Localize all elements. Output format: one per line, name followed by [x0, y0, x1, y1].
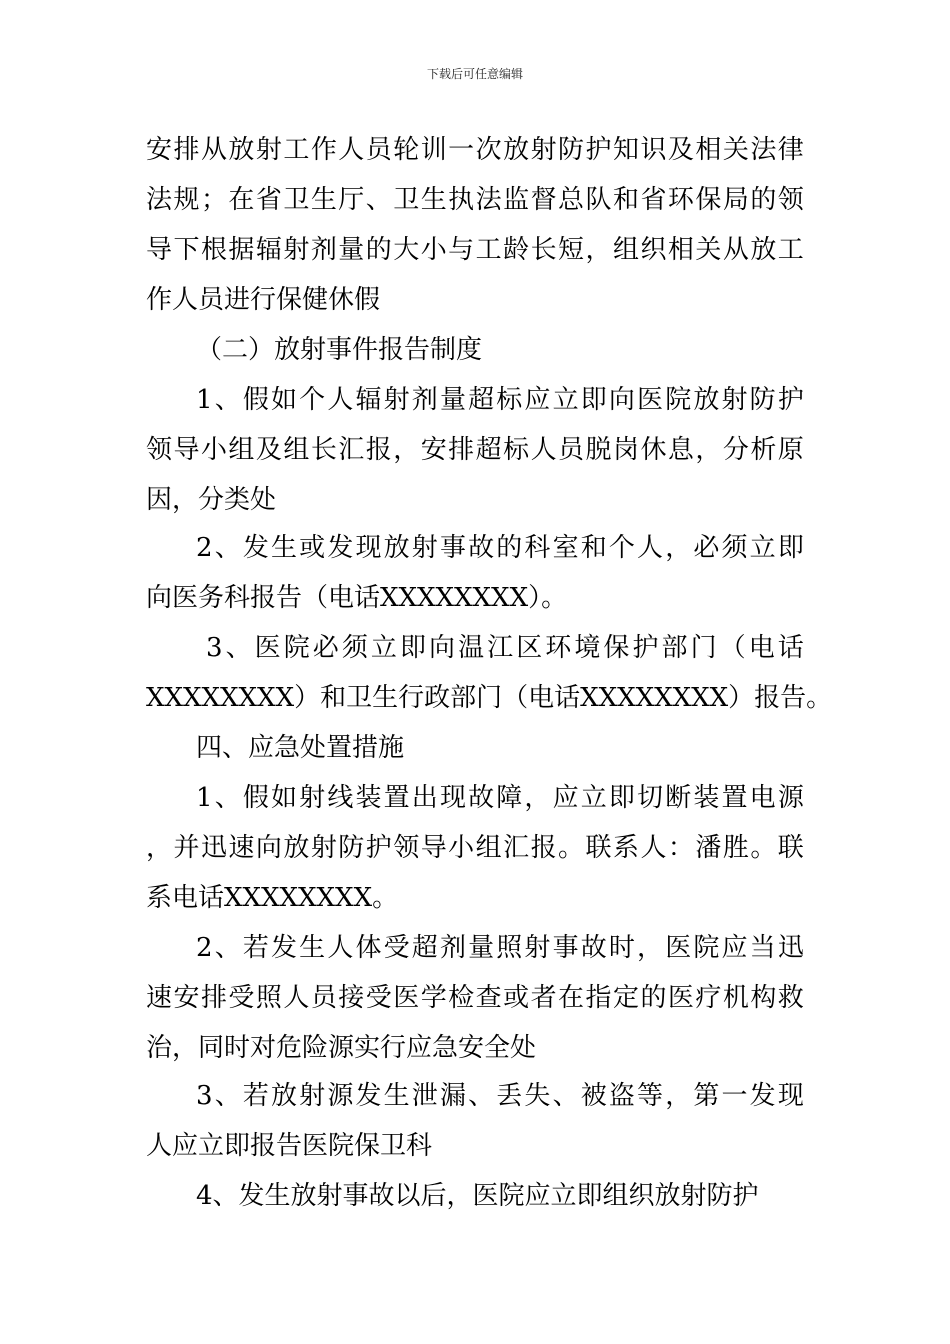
text-line: 因，分类处	[146, 485, 277, 515]
text-glyph: 督	[530, 185, 557, 215]
text-glyph: 生	[310, 185, 337, 215]
text-glyph: 切	[637, 783, 664, 813]
text-glyph: 人	[338, 135, 365, 165]
text-glyph: 射	[299, 783, 326, 813]
text-glyph: 执	[448, 185, 475, 215]
text-line	[146, 980, 804, 1016]
text-line: 系电话XXXXXXXX。	[146, 883, 399, 913]
text-glyph: 假	[242, 783, 269, 813]
text-glyph: 定	[612, 983, 639, 1013]
text-glyph: 的	[496, 533, 523, 563]
text-glyph: 和	[612, 185, 639, 215]
text-line: 治，同时对危险源实行应急安全处	[146, 1033, 537, 1063]
text-glyph: 障	[496, 783, 523, 813]
text-glyph: 总	[558, 185, 585, 215]
text-glyph: 如	[271, 385, 298, 415]
text-glyph: 放	[228, 135, 255, 165]
text-glyph: 导	[420, 833, 447, 863]
text-glyph: 系	[612, 833, 639, 863]
text-glyph: 导	[146, 235, 173, 265]
text-glyph: 向	[255, 833, 282, 863]
text-glyph: 组	[612, 235, 639, 265]
text-line: 四、应急处置措施	[196, 733, 405, 763]
text-glyph: 从	[200, 135, 227, 165]
text-glyph: 盗	[608, 1081, 635, 1111]
text-line: （二）放射事件报告制度	[196, 335, 483, 365]
text-glyph: 超	[411, 933, 438, 963]
text-line	[146, 232, 804, 268]
text-glyph: 发	[271, 933, 298, 963]
text-line	[196, 382, 804, 418]
text-glyph: 人	[637, 533, 664, 563]
text-glyph: 学	[420, 983, 447, 1013]
text-glyph: 量	[439, 385, 466, 415]
text-glyph: 被	[580, 1081, 607, 1111]
text-line	[146, 830, 804, 866]
text-glyph: 排	[448, 435, 475, 465]
text-glyph: 现	[355, 533, 382, 563]
text-glyph: 等	[637, 1081, 664, 1111]
text-glyph: 医	[637, 385, 664, 415]
text-glyph: 、	[552, 1081, 579, 1111]
text-glyph: 的	[640, 983, 667, 1013]
text-glyph: 装	[693, 783, 720, 813]
text-glyph: 卫	[283, 185, 310, 215]
text-glyph: 接	[338, 983, 365, 1013]
text-glyph: 查	[475, 983, 502, 1013]
text-glyph: 超	[475, 435, 502, 465]
text-glyph: 立	[552, 385, 579, 415]
text-glyph: 下	[173, 235, 200, 265]
text-glyph: 员	[365, 135, 392, 165]
text-glyph: 若	[242, 933, 269, 963]
text-glyph: 1	[196, 385, 213, 415]
text-glyph: 和	[580, 533, 607, 563]
text-glyph: 即	[580, 385, 607, 415]
text-glyph: 应	[721, 933, 748, 963]
text-line: 作人员进行保健休假	[146, 285, 381, 315]
text-glyph: ，	[637, 933, 664, 963]
text-glyph: 即	[399, 633, 426, 663]
text-glyph: 立	[370, 633, 397, 663]
text-glyph: 原	[777, 435, 804, 465]
text-glyph: 江	[487, 633, 514, 663]
text-glyph: 休	[640, 435, 667, 465]
text-glyph: 发	[242, 533, 269, 563]
text-glyph: 丢	[496, 1081, 523, 1111]
text-glyph: 标	[503, 435, 530, 465]
text-glyph: 规	[173, 185, 200, 215]
text-glyph: 人	[283, 983, 310, 1013]
text-glyph: 射	[721, 385, 748, 415]
text-glyph: 生	[383, 1081, 410, 1111]
text-glyph: ，	[585, 235, 612, 265]
text-glyph: 组	[228, 435, 255, 465]
text-glyph: 射	[383, 385, 410, 415]
text-glyph: 法	[146, 185, 173, 215]
text-glyph: 脱	[585, 435, 612, 465]
text-glyph: 应	[524, 385, 551, 415]
text-glyph: 速	[146, 983, 173, 1013]
text-glyph: 量	[468, 933, 495, 963]
text-glyph: 院	[665, 385, 692, 415]
text-glyph: 装	[355, 783, 382, 813]
text-glyph: 即	[777, 533, 804, 563]
text-glyph: 排	[173, 135, 200, 165]
text-glyph: 如	[271, 783, 298, 813]
text-glyph: 生	[271, 533, 298, 563]
text-glyph: 或	[503, 983, 530, 1013]
text-glyph: 放	[750, 235, 777, 265]
text-glyph: 训	[420, 135, 447, 165]
text-glyph: 射	[310, 833, 337, 863]
text-glyph: 及	[255, 435, 282, 465]
text-glyph: 温	[458, 633, 485, 663]
text-glyph: 一	[448, 135, 475, 165]
text-glyph: 院	[693, 933, 720, 963]
text-glyph: 立	[749, 533, 776, 563]
text-glyph: 、	[214, 385, 241, 415]
text-glyph: 报	[365, 435, 392, 465]
text-glyph: 即	[608, 783, 635, 813]
text-glyph: 3	[206, 633, 223, 663]
text-glyph: 、	[214, 783, 241, 813]
text-glyph: 、	[365, 185, 392, 215]
text-glyph: 源	[777, 783, 804, 813]
text-glyph: 区	[516, 633, 543, 663]
text-glyph: 导	[173, 435, 200, 465]
text-glyph: 剂	[439, 933, 466, 963]
text-line	[196, 930, 804, 966]
text-glyph: 析	[750, 435, 777, 465]
text-glyph: 个	[608, 533, 635, 563]
text-glyph: 岗	[612, 435, 639, 465]
text-glyph: 照	[496, 933, 523, 963]
text-glyph: 指	[585, 983, 612, 1013]
text-glyph: （	[719, 633, 746, 663]
text-glyph: 人	[530, 435, 557, 465]
text-line	[146, 132, 804, 168]
text-glyph: 电	[748, 633, 775, 663]
text-glyph: 环	[667, 185, 694, 215]
text-glyph: 知	[612, 135, 639, 165]
text-glyph: 排	[200, 983, 227, 1013]
text-glyph: 射	[283, 235, 310, 265]
text-glyph: 工	[283, 135, 310, 165]
text-glyph: 剂	[411, 385, 438, 415]
text-glyph: 射	[524, 933, 551, 963]
text-glyph: 发	[327, 533, 354, 563]
text-glyph: 组	[475, 833, 502, 863]
text-glyph: 置	[383, 783, 410, 813]
text-glyph: 救	[777, 983, 804, 1013]
text-glyph: 生	[420, 185, 447, 215]
text-line: 人应立即报告医院保卫科	[146, 1131, 433, 1161]
text-glyph: 须	[341, 633, 368, 663]
text-glyph: 射	[299, 1081, 326, 1111]
text-glyph: 检	[448, 983, 475, 1013]
text-glyph: 当	[749, 933, 776, 963]
text-glyph: 、	[468, 1081, 495, 1111]
text-glyph: 门	[690, 633, 717, 663]
text-glyph: 故	[468, 783, 495, 813]
text-glyph: 的	[750, 185, 777, 215]
text-glyph: 者	[530, 983, 557, 1013]
text-glyph: 必	[693, 533, 720, 563]
text-glyph: 法	[750, 135, 777, 165]
text-glyph: 律	[777, 135, 804, 165]
text-glyph: ，	[146, 833, 173, 863]
text-glyph: 现	[777, 1081, 804, 1111]
text-glyph: 放	[693, 385, 720, 415]
text-glyph: 工	[475, 235, 502, 265]
text-glyph: ：	[667, 833, 694, 863]
text-glyph: 失	[524, 1081, 551, 1111]
text-glyph: ，	[524, 783, 551, 813]
text-line	[146, 182, 804, 218]
text-line: XXXXXXXX）和卫生行政部门（电话XXXXXXXX）报告。	[146, 683, 833, 713]
text-glyph: 、	[214, 1081, 241, 1111]
text-line: 向医务科报告（电话XXXXXXXX）。	[146, 583, 568, 613]
text-glyph: 照	[255, 983, 282, 1013]
text-glyph: 必	[312, 633, 339, 663]
text-glyph: 放	[383, 533, 410, 563]
text-glyph: 话	[777, 633, 804, 663]
text-glyph: 护	[632, 633, 659, 663]
text-glyph: 安	[173, 983, 200, 1013]
text-glyph: 部	[661, 633, 688, 663]
text-glyph: 省	[255, 185, 282, 215]
text-glyph: 领	[146, 435, 173, 465]
text-glyph: 护	[777, 385, 804, 415]
text-glyph: 防	[558, 135, 585, 165]
text-glyph: 置	[721, 783, 748, 813]
text-glyph: 与	[448, 235, 475, 265]
text-glyph: 室	[552, 533, 579, 563]
text-glyph: 护	[365, 833, 392, 863]
text-glyph: 断	[665, 783, 692, 813]
text-glyph: 现	[439, 783, 466, 813]
text-glyph: 织	[640, 235, 667, 265]
text-glyph: 辐	[355, 385, 382, 415]
text-glyph: 第	[693, 1081, 720, 1111]
text-glyph: 领	[777, 185, 804, 215]
text-glyph: ；	[200, 185, 227, 215]
text-glyph: 据	[228, 235, 255, 265]
text-glyph: 医	[254, 633, 281, 663]
text-glyph: 电	[749, 783, 776, 813]
text-glyph: 汇	[338, 435, 365, 465]
text-line	[206, 630, 804, 666]
text-glyph: 关	[722, 135, 749, 165]
text-line	[196, 530, 804, 566]
text-glyph: 相	[667, 235, 694, 265]
text-glyph: ，	[665, 1081, 692, 1111]
text-glyph: 构	[750, 983, 777, 1013]
text-glyph: 员	[558, 435, 585, 465]
text-glyph: 出	[411, 783, 438, 813]
text-glyph: 短	[558, 235, 585, 265]
text-glyph: 假	[242, 385, 269, 415]
text-glyph: 医	[667, 983, 694, 1013]
text-glyph: 根	[200, 235, 227, 265]
text-glyph: 局	[722, 185, 749, 215]
text-glyph: 剂	[310, 235, 337, 265]
text-glyph: 或	[299, 533, 326, 563]
text-glyph: 环	[545, 633, 572, 663]
text-glyph: ，	[393, 435, 420, 465]
text-glyph: 放	[503, 135, 530, 165]
text-glyph: 关	[695, 235, 722, 265]
text-glyph: 省	[640, 185, 667, 215]
text-glyph: 、	[214, 533, 241, 563]
text-glyph: 泄	[411, 1081, 438, 1111]
text-glyph: 2	[196, 533, 213, 563]
text-glyph: 并	[173, 833, 200, 863]
text-glyph: 的	[365, 235, 392, 265]
text-glyph: 联	[777, 833, 804, 863]
text-glyph: 若	[242, 1081, 269, 1111]
text-glyph: 胜	[722, 833, 749, 863]
text-line	[146, 432, 804, 468]
page-header: 下载后可任意编辑	[426, 67, 523, 81]
text-glyph: 源	[327, 1081, 354, 1111]
text-glyph: 联	[585, 833, 612, 863]
text-glyph: 龄	[503, 235, 530, 265]
text-glyph: 漏	[439, 1081, 466, 1111]
text-glyph: 辐	[255, 235, 282, 265]
text-glyph: 事	[552, 933, 579, 963]
text-glyph: 体	[355, 933, 382, 963]
text-glyph: 大	[393, 235, 420, 265]
text-glyph: 放	[283, 833, 310, 863]
text-glyph: 分	[722, 435, 749, 465]
text-glyph: 、	[225, 633, 252, 663]
text-glyph: 卫	[393, 185, 420, 215]
text-glyph: 应	[552, 783, 579, 813]
text-glyph: 线	[327, 783, 354, 813]
text-glyph: 组	[283, 435, 310, 465]
text-glyph: 息	[667, 435, 694, 465]
text-glyph: 作	[310, 135, 337, 165]
text-glyph: 超	[468, 385, 495, 415]
text-glyph: 护	[585, 135, 612, 165]
text-glyph: 工	[777, 235, 804, 265]
text-glyph: 机	[722, 983, 749, 1013]
text-line	[196, 1078, 804, 1114]
text-glyph: 事	[439, 533, 466, 563]
text-glyph: 保	[695, 185, 722, 215]
text-line	[196, 780, 804, 816]
text-glyph: 故	[580, 933, 607, 963]
text-glyph: ，	[695, 435, 722, 465]
text-glyph: 生	[299, 933, 326, 963]
text-glyph: 监	[503, 185, 530, 215]
text-glyph: 受	[228, 983, 255, 1013]
text-glyph: 。	[558, 833, 585, 863]
text-glyph: 潘	[695, 833, 722, 863]
text-glyph: 长	[530, 235, 557, 265]
text-glyph: 放	[271, 1081, 298, 1111]
text-glyph: 量	[338, 235, 365, 265]
text-glyph: 轮	[393, 135, 420, 165]
text-glyph: 法	[475, 185, 502, 215]
text-glyph: 在	[228, 185, 255, 215]
text-glyph: 保	[603, 633, 630, 663]
text-glyph: 人	[327, 385, 354, 415]
text-line: 4、发生放射事故以后，医院应立即组织放射防护	[196, 1181, 759, 1211]
text-glyph: 射	[411, 533, 438, 563]
text-glyph: 院	[283, 633, 310, 663]
text-glyph: 。	[750, 833, 777, 863]
text-glyph: 速	[228, 833, 255, 863]
text-glyph: 故	[468, 533, 495, 563]
text-glyph: 安	[146, 135, 173, 165]
text-glyph: 相	[695, 135, 722, 165]
text-glyph: 境	[574, 633, 601, 663]
text-glyph: 、	[214, 933, 241, 963]
text-glyph: 人	[327, 933, 354, 963]
text-glyph: ，	[665, 533, 692, 563]
text-glyph: 迅	[200, 833, 227, 863]
text-glyph: 小	[200, 435, 227, 465]
text-glyph: 射	[255, 135, 282, 165]
text-glyph: 员	[310, 983, 337, 1013]
text-glyph: 个	[299, 385, 326, 415]
text-glyph: 3	[196, 1081, 213, 1111]
text-glyph: 须	[721, 533, 748, 563]
text-glyph: 医	[393, 983, 420, 1013]
text-glyph: 次	[475, 135, 502, 165]
text-glyph: 识	[640, 135, 667, 165]
text-glyph: 防	[338, 833, 365, 863]
text-glyph: 立	[580, 783, 607, 813]
text-glyph: 医	[665, 933, 692, 963]
text-glyph: 迅	[777, 933, 804, 963]
text-glyph: 1	[196, 783, 213, 813]
text-glyph: 发	[355, 1081, 382, 1111]
text-glyph: 小	[448, 833, 475, 863]
text-glyph: 小	[420, 235, 447, 265]
text-glyph: 时	[608, 933, 635, 963]
text-glyph: 疗	[695, 983, 722, 1013]
text-glyph: 射	[530, 135, 557, 165]
text-glyph: 向	[429, 633, 456, 663]
text-glyph: 队	[585, 185, 612, 215]
text-glyph: 长	[310, 435, 337, 465]
text-glyph: 在	[558, 983, 585, 1013]
text-glyph: 受	[365, 983, 392, 1013]
text-glyph: 厅	[338, 185, 365, 215]
text-glyph: 科	[524, 533, 551, 563]
text-glyph: 标	[496, 385, 523, 415]
text-glyph: 人	[640, 833, 667, 863]
text-glyph: 及	[667, 135, 694, 165]
text-glyph: 安	[420, 435, 447, 465]
text-glyph: 报	[530, 833, 557, 863]
text-glyph: 从	[722, 235, 749, 265]
text-glyph: 防	[749, 385, 776, 415]
text-glyph: 发	[749, 1081, 776, 1111]
text-glyph: 领	[393, 833, 420, 863]
text-glyph: 受	[383, 933, 410, 963]
text-glyph: 向	[608, 385, 635, 415]
text-glyph: 2	[196, 933, 213, 963]
text-glyph: 一	[721, 1081, 748, 1111]
text-glyph: 汇	[503, 833, 530, 863]
